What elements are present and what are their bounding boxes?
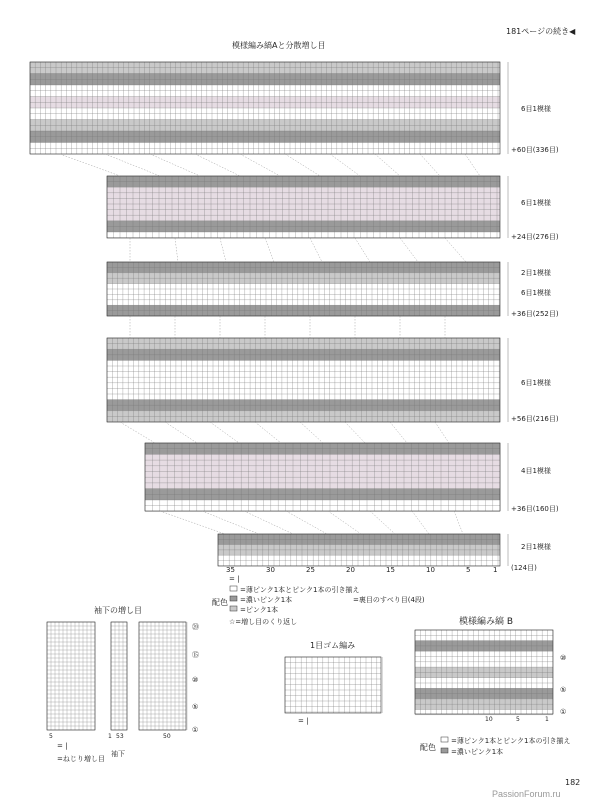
page-number: 182 bbox=[565, 778, 581, 787]
legend-swatch-1 bbox=[230, 586, 237, 591]
guide-line bbox=[120, 422, 155, 443]
guide-line bbox=[435, 422, 449, 443]
sleeve-center-label: 袖下 bbox=[111, 750, 125, 758]
guide-line bbox=[300, 422, 323, 443]
guide-line bbox=[370, 511, 395, 534]
chart-rib-frame bbox=[285, 657, 381, 713]
guide-line bbox=[400, 238, 418, 262]
sleeve-axis-5: 5 bbox=[49, 733, 53, 740]
sleeve-row-10: ⑩ bbox=[192, 676, 199, 684]
legend-item-1: =薄ピンク1本とピンク1本の引き揃え bbox=[240, 586, 360, 594]
main-chart-title: 模様編み縞Aと分散増し目 bbox=[232, 41, 326, 50]
guide-line bbox=[202, 511, 259, 534]
s2-inc: +24目(276目) bbox=[511, 233, 559, 241]
legend-star: ☆=増し目のくり返し bbox=[229, 618, 298, 626]
guide-line bbox=[345, 422, 365, 443]
sleeve-row-20: ⑳ bbox=[192, 623, 199, 631]
axis-10: 10 bbox=[426, 566, 435, 574]
s5-inc: +36目(160目) bbox=[511, 505, 559, 513]
guide-line bbox=[255, 422, 281, 443]
s4-inc: +56目(216目) bbox=[511, 415, 559, 423]
guide-line bbox=[220, 238, 226, 262]
legend-item-2: =濃いピンク1本 bbox=[240, 596, 293, 604]
rib-legend: = | bbox=[298, 717, 309, 725]
pb-row-10: ⑩ bbox=[560, 654, 567, 662]
s1-inc: +60目(336目) bbox=[511, 146, 559, 154]
pattern-b-title: 模様編み縞 B bbox=[459, 617, 514, 627]
guide-line bbox=[412, 511, 429, 534]
s2-repeat: 6目1模様 bbox=[521, 199, 551, 207]
s5-repeat: 4目1模様 bbox=[521, 467, 551, 475]
legend-slip: =裏目のすべり目(4段) bbox=[353, 596, 425, 604]
guide-line bbox=[375, 154, 400, 176]
pb-item-2: =濃いピンク1本 bbox=[451, 748, 504, 756]
pb-axis-5: 5 bbox=[516, 716, 520, 723]
guide-line bbox=[265, 238, 274, 262]
legend-swatch-3 bbox=[230, 606, 237, 611]
sleeve-legend-inc: =ねじり増し目 bbox=[57, 755, 105, 763]
s3-inc: +36目(252目) bbox=[511, 310, 559, 318]
sleeve-axis-50: 50 bbox=[163, 733, 171, 740]
guide-line bbox=[465, 154, 480, 176]
watermark: PassionForum.ru bbox=[492, 789, 561, 799]
axis-5: 5 bbox=[466, 566, 471, 574]
guide-line bbox=[445, 238, 466, 262]
sleeve-row-1: ① bbox=[192, 726, 199, 734]
guide-line bbox=[286, 511, 327, 534]
sleeve-legend-blank: = | bbox=[57, 742, 68, 750]
guide-line bbox=[195, 154, 240, 176]
guide-line bbox=[210, 422, 239, 443]
guide-line bbox=[454, 511, 463, 534]
legend-swatch-2 bbox=[230, 596, 237, 601]
sleeve-axis-53: 53 bbox=[116, 733, 124, 740]
axis-15: 15 bbox=[386, 566, 395, 574]
guide-line bbox=[330, 154, 360, 176]
pb-row-5: ⑤ bbox=[560, 686, 567, 694]
legend-blank: = | bbox=[229, 575, 240, 583]
guide-line bbox=[355, 238, 370, 262]
guide-line bbox=[310, 238, 322, 262]
guide-line bbox=[390, 422, 407, 443]
guide-line bbox=[328, 511, 361, 534]
pb-axis-1: 1 bbox=[545, 716, 549, 723]
axis-1: 1 bbox=[493, 566, 498, 574]
pb-axis-10: 10 bbox=[485, 716, 493, 723]
pb-row-1: ① bbox=[560, 708, 567, 716]
legend-haishoku: 配色 bbox=[212, 598, 228, 607]
guide-line bbox=[240, 154, 280, 176]
sleeve-axis-1: 1 bbox=[108, 733, 112, 740]
guide-line bbox=[244, 511, 293, 534]
guide-line bbox=[150, 154, 200, 176]
pb-item-1: =薄ピンク1本とピンク1本の引き揃え bbox=[451, 737, 571, 745]
guide-line bbox=[175, 238, 178, 262]
sleeve-row-5: ⑤ bbox=[192, 703, 199, 711]
axis-25: 25 bbox=[306, 566, 315, 574]
guide-line bbox=[165, 422, 197, 443]
guide-line bbox=[160, 511, 225, 534]
sleeve-title: 袖下の増し目 bbox=[94, 606, 142, 615]
pb-swatch-1 bbox=[441, 737, 448, 742]
s1-repeat: 6目1模様 bbox=[521, 105, 551, 113]
guide-line bbox=[420, 154, 440, 176]
s4-repeat: 6目1模様 bbox=[521, 379, 551, 387]
axis-35: 35 bbox=[226, 566, 235, 574]
s3-rep-a: 2目1模様 bbox=[521, 269, 551, 277]
guide-line bbox=[60, 154, 120, 176]
continued-note: 181ページの続き◀ bbox=[506, 27, 576, 36]
pb-swatch-2 bbox=[441, 748, 448, 753]
s6-inc: (124目) bbox=[511, 564, 537, 572]
guide-line bbox=[105, 154, 160, 176]
s3-rep-b: 6目1模様 bbox=[521, 289, 551, 297]
axis-20: 20 bbox=[346, 566, 355, 574]
legend-item-3: =ピンク1本 bbox=[240, 606, 279, 614]
axis-30: 30 bbox=[266, 566, 275, 574]
guide-line bbox=[285, 154, 320, 176]
sleeve-row-15: ⑮ bbox=[192, 651, 199, 659]
s6-repeat: 2目1模様 bbox=[521, 543, 551, 551]
rib-title: 1目ゴム編み bbox=[310, 641, 356, 650]
pb-haishoku: 配色 bbox=[420, 743, 436, 752]
